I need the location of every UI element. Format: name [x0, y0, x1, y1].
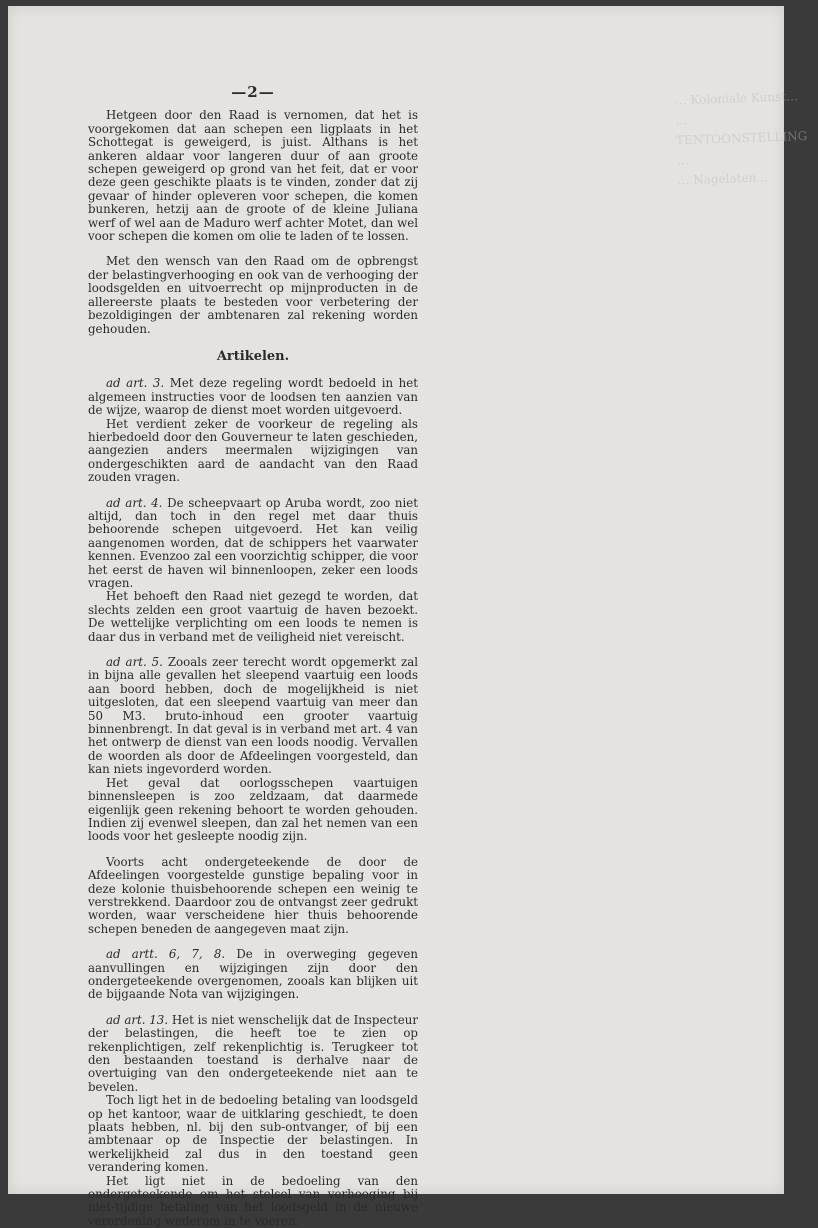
page-number: —2—: [231, 83, 275, 101]
article-ref: ad art. 4.: [106, 495, 163, 510]
bleed-through-text: … Koloniale Kunst… … TENTOONSTELLING … … Nagelaten…: [674, 89, 808, 188]
article-ref: ad art. 13.: [106, 1012, 169, 1027]
intro-paragraph-2: Met den wensch van den Raad om de opbrengst der belastingverhooging en ook van de verhooging der loodsgelden en uitvoerrecht op mijnproducten in de allereerste plaats te besteden voor verbetering der bezoldigingen der ambtenaren zal rekening worden gehouden.: [88, 254, 418, 336]
article-4-paragraph-2: Het behoeft den Raad niet gezegd te worden, dat slechts zelden een groot vaartuig de haven bezoekt. De wettelijke verplichting om een loods te nemen is daar dus in verband met de veiligheid niet vereischt.: [88, 589, 418, 644]
article-6-7-8-paragraph: ad artt. 6, 7, 8. De in overweging gegeven aanvullingen en wijzigingen zijn door den ondergeteekende overgenomen, zooals kan blijken uit de bijgaande Nota van wijzigingen.: [88, 947, 418, 1002]
article-5-paragraph: ad art. 5. Zooals zeer terecht wordt opgemerkt zal in bijna alle gevallen het sleepend vaartuig een loods aan boord hebben, doch de mogelijkheid is niet uitgesloten, dat een sleepend vaartuig van meer dan 50 M3. bruto-inhoud een grooter vaartuig binnenbrengt. In dat geval is in verband met art. 4 van het ontwerp de dienst van een loods noodig. Vervallen de woorden als door de Afdeelingen voorgesteld, dan kan niets ingevorderd worden.: [88, 655, 418, 777]
article-3-paragraph: ad art. 3. Met deze regeling wordt bedoeld in het algemeen instructies voor de loodsen ten aanzien van de wijze, waarop de dienst moet worden uitgevoerd.: [88, 376, 418, 418]
article-ref: ad art. 5.: [106, 655, 163, 670]
section-heading: Artikelen.: [216, 348, 290, 364]
article-13-paragraph-3: Het ligt niet in de bedoeling van den ondergeteekende om het stelsel van verhooging bij niet-tijdige betaling van het loodsgeld in de nieuwe verordening wederom in te voeren.: [88, 1173, 418, 1228]
article-5-paragraph-2: Het geval dat oorlogsschepen vaartuigen binnensleepen is zoo zeldzaam, dat daarmede eigenlijk geen rekening behoort te worden gehouden. Indien zij evenwel sleepen, dan zal het nemen van een loods voor het gesleepte noodig zijn.: [88, 775, 418, 844]
article-5-paragraph-3: Voorts acht ondergeteekende de door de Afdeelingen voorgestelde gunstige bepaling voor in deze kolonie thuisbehoorende schepen een weinig te verstrekkend. Daardoor zou de ontvangst zeer gedrukt worden, waar verscheidene hier thuis behoorende schepen beneden de aangegeven maat zijn.: [88, 854, 418, 936]
article-4-paragraph: ad art. 4. De scheepvaart op Aruba wordt, zoo niet altijd, dan toch in den regel met daar thuis behoorende schepen uitgevoerd. Het kan veilig aangenomen worden, dat de schippers het vaarwater kennen. Evenzoo zal een voorzichtig schipper, die voor het eerst de haven wil binnenloopen, zeker een loods vragen.: [88, 495, 418, 590]
article-ref: ad art. 3.: [106, 376, 165, 391]
intro-paragraph-1: Hetgeen door den Raad is vernomen, dat het is voorgekomen dat aan schepen een ligplaats in het Schottegat is geweigerd, is juist. Althans is het ankeren aldaar voor langeren duur of aan groote schepen geweigerd op grond van het feit, dat er voor deze geen geschikte plaats is te vinden, zonder dat zij gevaar of hinder opleveren voor schepen, die komen bunkeren, hetzij aan de groote of de kleine Juliana werf of wel aan de Maduro werf achter Motet, dan wel voor schepen die komen om olie te laden of te lossen.: [88, 108, 418, 244]
document-page: [8, 6, 808, 1228]
article-13-paragraph-2: Toch ligt het in de bedoeling betaling van loodsgeld op het kantoor, waar de uitklaring geschiedt, te doen plaats hebben, nl. bij den sub-ontvanger, of bij een ambtenaar op de Inspectie der belastingen. In werkelijkheid zal dus in den toestand geen verandering komen.: [88, 1093, 418, 1175]
article-ref: ad artt. 6, 7, 8.: [106, 947, 226, 962]
document-body: [88, 83, 419, 1228]
article-13-paragraph: ad art. 13. Het is niet wenschelijk dat de Inspecteur der belastingen, die heeft toe te zien op rekenplichtigen, zelf rekenplichtig is. Terugkeer tot den bestaanden toestand is derhalve naar de overtuiging van den ondergeteekende niet aan te bevelen.: [88, 1012, 419, 1094]
article-3-paragraph-2: Het verdient zeker de voorkeur de regeling als hierbedoeld door den Gouverneur te laten geschieden, aangezien anders meermalen wijzigingen van ondergeschikten aard de aandacht van den Raad zouden vragen.: [88, 416, 418, 485]
